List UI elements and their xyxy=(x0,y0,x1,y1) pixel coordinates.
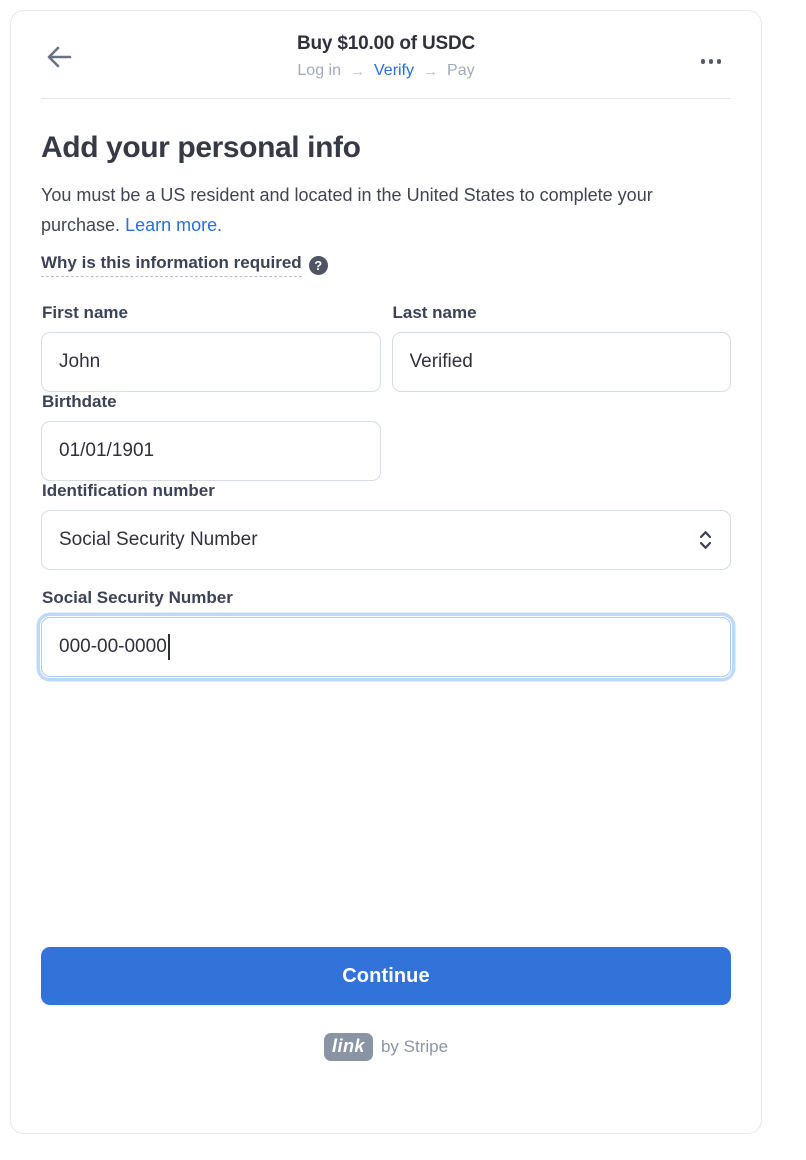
text-cursor xyxy=(168,634,170,660)
id-type-selected-value: Social Security Number xyxy=(59,529,258,550)
first-name-label: First name xyxy=(42,303,128,322)
section-heading: Add your personal info xyxy=(41,131,361,164)
last-name-input[interactable] xyxy=(392,332,732,392)
why-required-row xyxy=(41,253,731,277)
arrow-separator-icon: → xyxy=(423,62,439,80)
continue-button[interactable]: Continue xyxy=(41,947,731,1005)
arrow-separator-icon: → xyxy=(350,62,365,80)
header-title-block xyxy=(11,33,761,80)
last-name-label: Last name xyxy=(392,303,477,322)
step-log-in: Log in xyxy=(297,62,341,79)
help-question-icon[interactable]: ? xyxy=(309,256,328,275)
ssn-field-group xyxy=(41,588,731,677)
ssn-input[interactable] xyxy=(41,617,731,677)
by-stripe-label: by Stripe xyxy=(380,1037,449,1056)
birthdate-label: Birthdate xyxy=(42,392,117,411)
birthdate-input[interactable] xyxy=(41,421,381,481)
modal-header xyxy=(11,11,761,98)
learn-more-link[interactable]: Learn more. xyxy=(125,215,223,235)
id-type-select[interactable] xyxy=(41,510,731,570)
ellipsis-icon xyxy=(709,59,714,64)
residency-description: You must be a US resident and located in the United States to complete your purchase. Learn more. xyxy=(41,185,653,235)
chevron-up-down-icon xyxy=(698,529,713,551)
first-name-field-group xyxy=(41,303,381,392)
id-type-field-group xyxy=(41,481,731,570)
page-title: Buy $10.00 of USDC xyxy=(296,33,475,54)
overflow-menu-button[interactable] xyxy=(699,53,724,70)
personal-info-form xyxy=(41,303,731,677)
last-name-field-group xyxy=(392,303,732,392)
flex-spacer xyxy=(41,677,731,947)
id-type-label: Identification number xyxy=(42,481,215,500)
first-name-input[interactable] xyxy=(41,332,381,392)
step-verify: Verify xyxy=(374,62,415,79)
step-pay: Pay xyxy=(447,62,475,79)
why-required-link[interactable]: Why is this information required xyxy=(41,253,302,277)
breadcrumb xyxy=(11,62,761,80)
brand-footer xyxy=(41,1033,731,1061)
ellipsis-icon xyxy=(717,59,722,64)
ellipsis-icon xyxy=(701,59,706,64)
birthdate-field-group xyxy=(41,392,381,481)
checkout-modal xyxy=(10,10,762,1134)
header-divider xyxy=(41,98,731,99)
form-section xyxy=(11,131,761,1061)
ssn-label: Social Security Number xyxy=(42,588,233,607)
link-logo: link xyxy=(324,1033,373,1061)
